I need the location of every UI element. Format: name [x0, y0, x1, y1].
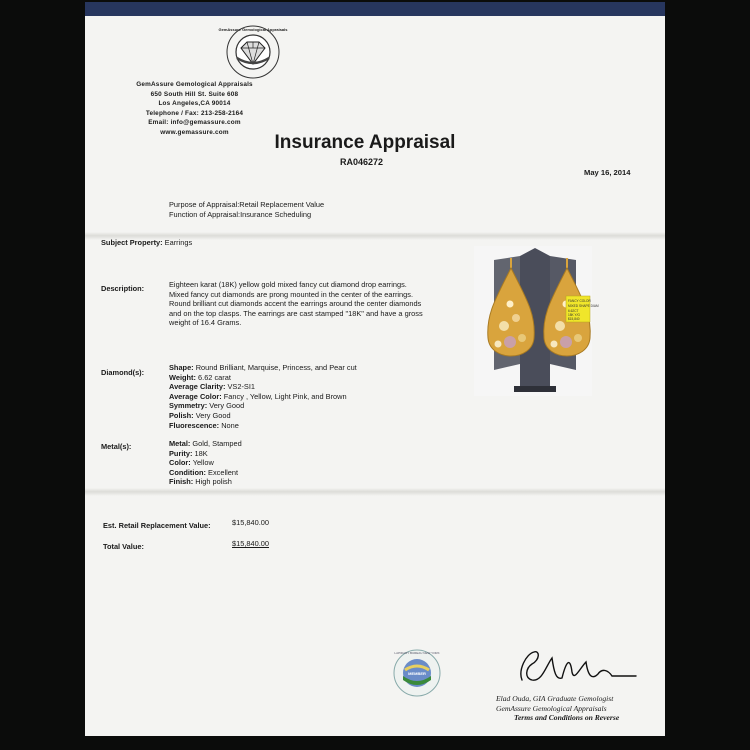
metal-type: Gold, Stamped: [192, 439, 242, 448]
description-line: and on the top clasps. The earrings are cast stamped "18K" and have a gross: [169, 308, 423, 318]
field-key: Purity:: [169, 448, 193, 458]
tag-line: FANCY COLOR: [568, 299, 591, 303]
diamond-details: [169, 363, 357, 430]
field-key: Fluorescence:: [169, 420, 220, 430]
est-value: $15,840.00: [232, 518, 269, 527]
subject-label: Subject Property:: [101, 238, 163, 247]
document-title: Insurance Appraisal: [274, 132, 456, 153]
field-key: Average Clarity:: [169, 382, 226, 392]
signature-name: Elad Ouda: [512, 642, 517, 643]
subject-value: Earrings: [164, 238, 193, 247]
fold-line: [85, 488, 665, 496]
field-key: Shape:: [169, 363, 194, 372]
field-key: Polish:: [169, 410, 194, 420]
top-color-band: [85, 2, 665, 16]
email-line: Email: info@gemassure.com: [148, 119, 241, 127]
diamond-fluorescence: None: [221, 420, 239, 430]
field-key: Metal:: [169, 439, 191, 448]
company-name: GemAssure Gemological Appraisals: [136, 81, 253, 88]
seal-center-text: MEMBER: [408, 671, 426, 676]
subject-property: [101, 238, 192, 248]
total-value-label: Total Value:: [103, 542, 144, 551]
tag-line: MIXED SHAPE DIAM: [568, 304, 599, 308]
gemassure-logo: [218, 24, 288, 80]
field-key: Average Color:: [169, 391, 222, 401]
bureau-seal: [392, 648, 442, 698]
city-address: Los Angeles,CA 90014: [158, 100, 231, 108]
earrings-photo: [474, 246, 599, 396]
logo-text: GemAssure Gemological Appraisals: [218, 27, 288, 32]
description-label: Description:: [101, 284, 145, 293]
field-key: Condition:: [169, 467, 206, 477]
diamond-symmetry: Very Good: [209, 401, 245, 411]
tag-line: $15,840: [568, 317, 580, 321]
description-text: [169, 280, 423, 328]
street-address: 650 South Hill St. Suite 608: [150, 90, 239, 98]
diamonds-label: Diamond(s):: [101, 368, 145, 377]
diamond-color: Fancy , Yellow, Light Pink, and Brown: [223, 391, 347, 401]
metal-finish: High polish: [195, 477, 232, 487]
description-line: Eighteen karat (18K) yellow gold mixed fancy cut diamond drop earrings.: [169, 280, 407, 289]
tag-line: 6.62CT: [568, 309, 579, 313]
diamond-weight: 6.62 carat: [198, 372, 231, 382]
signer-name: Elad Ouda, GIA Graduate Gemologist: [496, 694, 614, 703]
metal-purity: 18K: [194, 448, 208, 458]
diamond-clarity: VS2-SI1: [227, 382, 256, 392]
appraisal-date: May 16, 2014: [584, 168, 631, 177]
description-line: weight of 16.4 Grams.: [169, 318, 242, 328]
phone-line: Telephone / Fax: 213-258-2164: [145, 109, 244, 117]
terms-note: Terms and Conditions on Reverse: [514, 713, 620, 723]
signature-block: [496, 694, 619, 723]
field-key: Symmetry:: [169, 401, 208, 411]
field-key: Weight:: [169, 372, 196, 382]
total-value: $15,840.00: [232, 539, 269, 548]
field-key: Color:: [169, 458, 191, 468]
diamond-polish: Very Good: [195, 410, 231, 420]
est-value-label: Est. Retail Replacement Value:: [103, 521, 211, 530]
appraisal-document: [85, 2, 665, 736]
description-line: Mixed fancy cut diamonds are prong mounted in the center of the earrings.: [169, 289, 414, 299]
seal-ring-text: LAPIDARY BUREAU NEW YORK: [394, 651, 440, 655]
field-key: Finish:: [169, 477, 194, 487]
reference-number: RA046272: [340, 157, 384, 167]
metal-color: Yellow: [192, 458, 214, 468]
signer-company: GemAssure Gemological Appraisals: [496, 703, 607, 713]
letterhead-address: [97, 80, 292, 138]
metal-condition: Excellent: [208, 467, 239, 477]
purpose-line: Purpose of Appraisal:Retail Replacement Value: [169, 200, 325, 209]
metal-details: [169, 439, 242, 487]
function-line: Function of Appraisal:Insurance Scheduling: [169, 210, 312, 219]
website-line: www.gemassure.com: [160, 128, 229, 136]
metals-label: Metal(s):: [101, 442, 132, 451]
signature-scrawl: [512, 642, 642, 692]
description-line: Round brilliant cut diamonds accent the earrings around the center diamonds: [169, 299, 422, 309]
diamond-shape: Round Brilliant, Marquise, Princess, and Pear cut: [195, 363, 357, 372]
tag-line: 18K Y/G: [568, 313, 580, 317]
